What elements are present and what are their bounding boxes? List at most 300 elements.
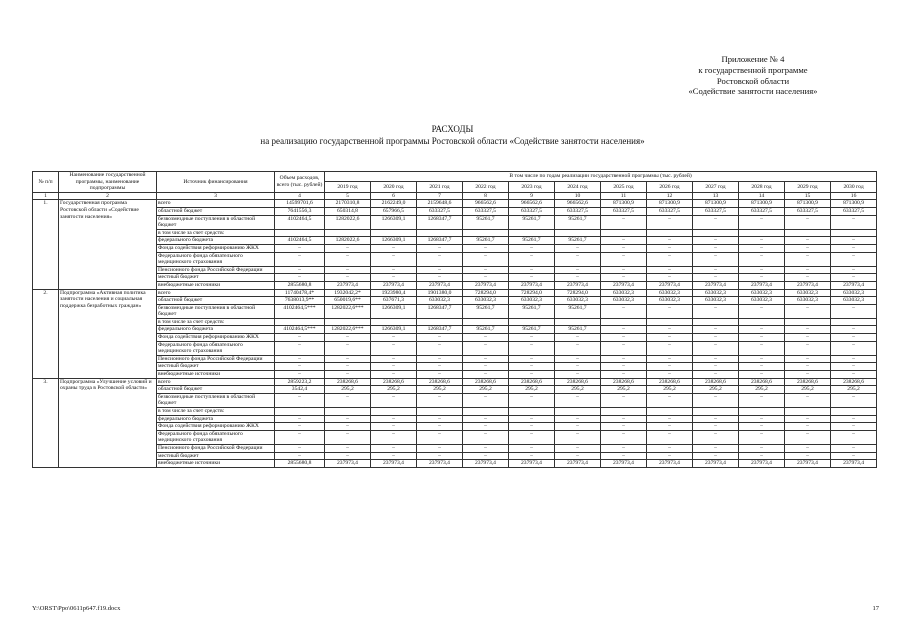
year-value: 238268,6 [785, 378, 831, 386]
year-value [785, 318, 831, 326]
year-value: – [739, 363, 785, 371]
year-value: – [693, 393, 739, 407]
year-value [463, 408, 509, 416]
column-index: 1 [33, 192, 59, 200]
year-value: – [739, 393, 785, 407]
year-value: – [831, 326, 877, 334]
year-value: – [693, 430, 739, 444]
year-value: – [555, 244, 601, 252]
year-value: – [371, 252, 417, 266]
year-value: – [647, 452, 693, 460]
funding-source: внебюджетные источники [157, 371, 275, 379]
year-value: – [739, 326, 785, 334]
year-value: – [601, 326, 647, 334]
total-value: – [275, 266, 325, 274]
year-value: 1923980,4 [371, 289, 417, 297]
year-value: – [647, 266, 693, 274]
year-value: 95261,7 [555, 237, 601, 245]
year-value: – [371, 244, 417, 252]
year-value: – [417, 393, 463, 407]
year-value: – [417, 355, 463, 363]
year-value [417, 408, 463, 416]
funding-source: Пенсионного фонда Российской Федерации [157, 355, 275, 363]
header-year: 2029 год [785, 182, 831, 192]
year-value: – [417, 415, 463, 423]
year-value: 728294,0 [555, 289, 601, 297]
table-row [33, 207, 877, 215]
column-index: 4 [275, 192, 325, 200]
year-value: – [647, 355, 693, 363]
year-value: – [325, 452, 371, 460]
year-value: – [325, 266, 371, 274]
year-value: 95261,7 [509, 326, 555, 334]
year-value: – [509, 423, 555, 431]
year-value: – [417, 444, 463, 452]
year-value: 237973,4 [463, 460, 509, 468]
year-value: – [555, 266, 601, 274]
year-value: – [509, 266, 555, 274]
year-value: 95261,7 [555, 215, 601, 229]
table-row [33, 460, 877, 468]
year-value: – [693, 274, 739, 282]
year-value: 966562,6 [463, 200, 509, 208]
year-value: – [785, 393, 831, 407]
total-value: – [275, 252, 325, 266]
year-value: 633327,5 [601, 207, 647, 215]
total-value: – [275, 341, 325, 355]
year-value: 238268,6 [693, 378, 739, 386]
year-value: – [693, 215, 739, 229]
year-value: – [601, 363, 647, 371]
total-value: 14599701,6 [275, 200, 325, 208]
year-value [371, 318, 417, 326]
year-value: 295,2 [463, 386, 509, 394]
year-value: – [371, 266, 417, 274]
year-value: 238268,6 [371, 378, 417, 386]
year-value: – [601, 452, 647, 460]
year-value: – [831, 452, 877, 460]
header-year: 2020 год [371, 182, 417, 192]
funding-source: местный бюджет [157, 452, 275, 460]
year-value: – [739, 304, 785, 318]
year-value: – [509, 430, 555, 444]
year-value: – [647, 215, 693, 229]
funding-source: федерального бюджета [157, 326, 275, 334]
funding-source: всего [157, 289, 275, 297]
year-value: – [463, 371, 509, 379]
year-value: – [325, 355, 371, 363]
year-value: – [739, 252, 785, 266]
year-value: – [417, 274, 463, 282]
document-heading [0, 124, 905, 147]
year-value: – [417, 363, 463, 371]
year-value: – [509, 341, 555, 355]
table-row [33, 229, 877, 237]
year-value: – [739, 244, 785, 252]
table-row [33, 266, 877, 274]
table-row [33, 318, 877, 326]
year-value: – [601, 415, 647, 423]
year-value: – [325, 415, 371, 423]
funding-source: Пенсионного фонда Российской Федерации [157, 266, 275, 274]
year-value: – [601, 244, 647, 252]
year-value: – [463, 334, 509, 342]
year-value: 1268347,7 [417, 237, 463, 245]
table-row [33, 408, 877, 416]
year-value: 238268,6 [831, 378, 877, 386]
year-value: – [371, 355, 417, 363]
appendix-caption [643, 54, 863, 97]
total-value: – [275, 415, 325, 423]
year-value: 633327,5 [785, 207, 831, 215]
year-value: – [601, 423, 647, 431]
funding-source: областной бюджет [157, 386, 275, 394]
year-value: – [785, 371, 831, 379]
funding-source: Федерального фонда обязательного медицинского страхования [157, 341, 275, 355]
year-value: 295,2 [693, 386, 739, 394]
year-value: 237973,4 [325, 281, 371, 289]
total-value: 4102464,5*** [275, 304, 325, 318]
total-value: – [275, 452, 325, 460]
year-value: 237973,4 [371, 281, 417, 289]
year-value: – [785, 304, 831, 318]
year-value: – [785, 363, 831, 371]
column-index: 13 [693, 192, 739, 200]
year-value: – [417, 252, 463, 266]
footer-file-path: Y:\ORST\Ppo\0611p647.f19.docx [32, 605, 121, 612]
year-value: – [831, 355, 877, 363]
year-value: 633032,3 [785, 289, 831, 297]
column-index-row [33, 192, 877, 200]
total-value: 7638013,9** [275, 297, 325, 305]
year-value [831, 229, 877, 237]
year-value [555, 318, 601, 326]
funding-source: федерального бюджета [157, 415, 275, 423]
document-subtitle: на реализацию государственной программы Ростовской области «Содействие занятости населения» [260, 135, 645, 146]
year-value: 237973,4 [371, 460, 417, 468]
year-value: 871300,9 [831, 200, 877, 208]
year-value: 295,2 [647, 386, 693, 394]
year-value: – [509, 244, 555, 252]
year-value: – [601, 334, 647, 342]
year-value: 237973,4 [693, 460, 739, 468]
column-index: 5 [325, 192, 371, 200]
year-value: – [693, 355, 739, 363]
year-value [325, 318, 371, 326]
year-value [371, 229, 417, 237]
year-value: – [739, 430, 785, 444]
year-value: 633032,3 [647, 289, 693, 297]
year-value: – [739, 341, 785, 355]
year-value: – [601, 252, 647, 266]
year-value: – [831, 444, 877, 452]
year-value: – [555, 341, 601, 355]
year-value: – [647, 371, 693, 379]
year-value: – [647, 393, 693, 407]
year-value: 633327,5 [417, 207, 463, 215]
funding-source: всего [157, 200, 275, 208]
table-row [33, 200, 877, 208]
year-value: 2170310,8 [325, 200, 371, 208]
table-row [33, 244, 877, 252]
year-value: 633032,3 [739, 289, 785, 297]
year-value: 633327,5 [509, 207, 555, 215]
appendix-line-2: к государственной программе [698, 64, 808, 75]
year-value: – [463, 355, 509, 363]
total-value: – [275, 355, 325, 363]
year-value: – [785, 334, 831, 342]
year-value: 295,2 [325, 386, 371, 394]
year-value: – [693, 334, 739, 342]
total-value: 2859223,2 [275, 378, 325, 386]
table-row [33, 281, 877, 289]
year-value: 237973,4 [785, 281, 831, 289]
year-value: – [785, 355, 831, 363]
year-value: – [325, 341, 371, 355]
year-value: – [785, 452, 831, 460]
year-value [509, 229, 555, 237]
document-title: РАСХОДЫ [431, 124, 474, 134]
year-value: – [601, 393, 647, 407]
year-value: 238268,6 [601, 378, 647, 386]
header-year: 2028 год [739, 182, 785, 192]
year-value: 95261,7 [555, 304, 601, 318]
year-value: 1901380,0 [417, 289, 463, 297]
year-value: – [601, 341, 647, 355]
year-value: 237973,4 [417, 281, 463, 289]
year-value [785, 229, 831, 237]
year-value: – [831, 423, 877, 431]
table-row [33, 423, 877, 431]
year-value: – [325, 444, 371, 452]
year-value: – [601, 444, 647, 452]
funding-source: Федерального фонда обязательного медицинского страхования [157, 430, 275, 444]
funding-source: Фонда содействия реформированию ЖКХ [157, 244, 275, 252]
header-num: № п/п [33, 172, 59, 193]
year-value: 295,2 [555, 386, 601, 394]
program-name: Государственная программа Ростовской области «Содействие занятости населения» [59, 200, 157, 289]
table-row [33, 252, 877, 266]
table-row [33, 415, 877, 423]
year-value: – [601, 430, 647, 444]
table-row [33, 304, 877, 318]
year-value: – [463, 244, 509, 252]
header-year: 2023 год [509, 182, 555, 192]
table-row [33, 378, 877, 386]
table-row [33, 371, 877, 379]
year-value: 633032,3 [693, 289, 739, 297]
year-value: 1268347,7 [417, 304, 463, 318]
column-index: 11 [601, 192, 647, 200]
year-value [555, 229, 601, 237]
year-value: – [417, 244, 463, 252]
header-total: Объем расходов, всего (тыс. рублей) [275, 172, 325, 193]
year-value: – [785, 244, 831, 252]
funding-source: внебюджетные источники [157, 460, 275, 468]
footer-page-number: 17 [872, 605, 879, 612]
funding-source: Федерального фонда обязательного медицинского страхования [157, 252, 275, 266]
year-value: – [831, 252, 877, 266]
year-value: – [463, 430, 509, 444]
year-value: 295,2 [831, 386, 877, 394]
year-value: – [831, 304, 877, 318]
year-value: 95261,7 [463, 326, 509, 334]
year-value: – [555, 444, 601, 452]
year-value: – [463, 393, 509, 407]
year-value: 871300,9 [739, 200, 785, 208]
year-value: 1266309,1 [371, 304, 417, 318]
year-value: – [739, 415, 785, 423]
year-value: – [647, 363, 693, 371]
funding-source: Пенсионного фонда Российской Федерации [157, 444, 275, 452]
year-value: – [463, 341, 509, 355]
table-row [33, 452, 877, 460]
year-value: – [371, 452, 417, 460]
year-value: – [417, 423, 463, 431]
year-value: 237973,4 [601, 281, 647, 289]
year-value [693, 408, 739, 416]
year-value: – [463, 423, 509, 431]
year-value: 1282022,6 [325, 237, 371, 245]
year-value: 238268,6 [325, 378, 371, 386]
total-value: 2855680,8 [275, 281, 325, 289]
year-value: – [325, 430, 371, 444]
year-value: – [371, 341, 417, 355]
year-value: – [647, 304, 693, 318]
year-value: 633327,5 [647, 207, 693, 215]
year-value: – [555, 334, 601, 342]
table-row [33, 430, 877, 444]
funding-source: безвозмездные поступления в областной бюджет [157, 304, 275, 318]
year-value: 728294,0 [463, 289, 509, 297]
row-number: 2. [33, 289, 59, 378]
year-value: 237973,4 [325, 460, 371, 468]
year-value [325, 229, 371, 237]
column-index: 10 [555, 192, 601, 200]
year-value: 966562,6 [555, 200, 601, 208]
year-value: 95261,7 [509, 237, 555, 245]
year-value: – [785, 326, 831, 334]
header-year: 2027 год [693, 182, 739, 192]
table-row [33, 326, 877, 334]
year-value: 1266309,1 [371, 237, 417, 245]
column-index: 16 [831, 192, 877, 200]
year-value: 1282022,6*** [325, 304, 371, 318]
year-value: – [831, 274, 877, 282]
year-value: – [785, 444, 831, 452]
year-value: 237973,4 [601, 460, 647, 468]
year-value: – [463, 274, 509, 282]
year-value: – [693, 341, 739, 355]
table-row [33, 334, 877, 342]
year-value: – [463, 363, 509, 371]
year-value: – [693, 252, 739, 266]
column-index: 14 [739, 192, 785, 200]
year-value [555, 408, 601, 416]
year-value: – [693, 363, 739, 371]
year-value: – [555, 252, 601, 266]
year-value: – [739, 355, 785, 363]
program-name: Подпрограмма «Активная политика занятости населения и социальная поддержка безработных граждан» [59, 289, 157, 378]
year-value: – [555, 274, 601, 282]
year-value: – [693, 415, 739, 423]
funding-source: безвозмездные поступления в областной бюджет [157, 215, 275, 229]
total-value: – [275, 334, 325, 342]
row-number: 1. [33, 200, 59, 289]
funding-source: областной бюджет [157, 297, 275, 305]
year-value: 1282022,6 [325, 215, 371, 229]
year-value: 650314,8 [325, 207, 371, 215]
year-value: 237973,4 [509, 460, 555, 468]
year-value: – [325, 393, 371, 407]
year-value: 238268,6 [417, 378, 463, 386]
year-value [601, 318, 647, 326]
year-value [693, 229, 739, 237]
year-value: 871300,9 [601, 200, 647, 208]
year-value [463, 229, 509, 237]
table-row [33, 341, 877, 355]
year-value: – [785, 430, 831, 444]
table-row [33, 289, 877, 297]
year-value: – [785, 274, 831, 282]
year-value: – [693, 452, 739, 460]
year-value: 237973,4 [785, 460, 831, 468]
year-value: 295,2 [785, 386, 831, 394]
year-value: – [831, 237, 877, 245]
funding-source: местный бюджет [157, 363, 275, 371]
year-value [693, 318, 739, 326]
year-value: – [831, 215, 877, 229]
year-value: 633032,3 [509, 297, 555, 305]
year-value: – [601, 355, 647, 363]
year-value: 657966,5 [371, 207, 417, 215]
year-value: – [693, 244, 739, 252]
year-value: – [693, 444, 739, 452]
total-value: 7641556,3 [275, 207, 325, 215]
year-value: – [693, 371, 739, 379]
table-row [33, 393, 877, 407]
year-value: – [647, 244, 693, 252]
year-value: – [647, 341, 693, 355]
year-value: – [693, 237, 739, 245]
year-value: 871300,9 [693, 200, 739, 208]
year-value: – [601, 304, 647, 318]
year-value [417, 229, 463, 237]
year-value: – [647, 237, 693, 245]
year-value: – [785, 266, 831, 274]
funding-source: местный бюджет [157, 274, 275, 282]
year-value: 1932042,2* [325, 289, 371, 297]
year-value: – [509, 452, 555, 460]
funding-source: областной бюджет [157, 207, 275, 215]
year-value: 237973,4 [555, 460, 601, 468]
year-value: – [555, 415, 601, 423]
year-value: 2162249,0 [371, 200, 417, 208]
year-value: – [509, 252, 555, 266]
funding-source: в том числе за счет средств: [157, 229, 275, 237]
year-value: – [785, 423, 831, 431]
year-value: 633327,5 [831, 207, 877, 215]
year-value: – [371, 393, 417, 407]
year-value: – [509, 274, 555, 282]
year-value: 95261,7 [463, 304, 509, 318]
year-value: 633327,5 [739, 207, 785, 215]
year-value: – [739, 266, 785, 274]
year-value: 95261,7 [555, 326, 601, 334]
year-value: 238268,6 [509, 378, 555, 386]
funding-source: Фонда содействия реформированию ЖКХ [157, 334, 275, 342]
year-value [739, 408, 785, 416]
